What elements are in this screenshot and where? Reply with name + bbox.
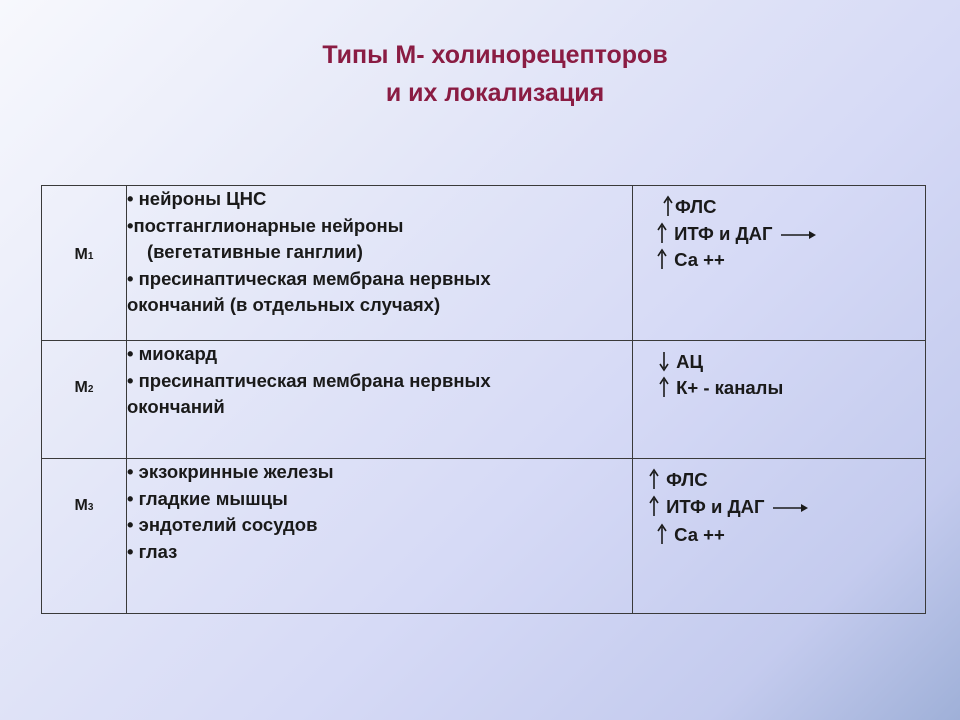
effect-text: Са ++ xyxy=(669,524,725,545)
arrow-up-icon xyxy=(647,468,661,490)
receptor-type: М xyxy=(74,497,88,514)
receptor-type: М xyxy=(74,379,88,396)
list-item: • миокард xyxy=(127,343,218,364)
list-item: • пресинаптическая мембрана нервных xyxy=(127,369,491,391)
list-item: • нейроны ЦНС xyxy=(127,188,267,209)
title-line-1: Типы М- холинорецепторов xyxy=(322,41,668,69)
effect-text: ИТФ и ДАГ xyxy=(669,223,773,244)
localization-cell xyxy=(127,341,633,459)
arrow-right-icon xyxy=(773,502,809,514)
effect-item xyxy=(657,349,703,375)
table-row xyxy=(42,186,926,341)
effect-text: К+ - каналы xyxy=(671,377,784,398)
receptor-type-cell xyxy=(42,186,127,341)
arrow-up-icon xyxy=(655,248,669,270)
effect-text: АЦ xyxy=(671,351,704,372)
arrow-up-icon xyxy=(661,195,675,217)
receptor-type-cell xyxy=(42,459,127,614)
arrow-up-icon xyxy=(655,523,669,545)
effect-item xyxy=(655,247,725,273)
list-item: окончаний (в отдельных случаях) xyxy=(127,294,441,315)
effect-item xyxy=(647,467,708,493)
arrow-up-icon xyxy=(655,222,669,244)
list-item: • глаз xyxy=(127,540,178,562)
effect-text: ФЛС xyxy=(675,196,717,217)
receptor-table xyxy=(41,185,926,614)
list-item: (вегетативные ганглии) xyxy=(147,241,363,262)
list-item: • эндотелий сосудов xyxy=(127,514,318,535)
list-item: • пресинаптическая мембрана нервных xyxy=(127,267,491,289)
localization-cell xyxy=(127,186,633,341)
list-item: • экзокринные железы xyxy=(127,461,334,482)
effect-item xyxy=(657,375,783,401)
receptor-type: М xyxy=(74,246,88,263)
effect-item xyxy=(647,494,809,520)
list-item: окончаний xyxy=(127,396,225,417)
effect-text: ФЛС xyxy=(661,469,708,490)
localization-cell xyxy=(127,459,633,614)
effect-text: Са ++ xyxy=(669,249,725,270)
arrow-up-icon xyxy=(657,376,671,398)
effect-item xyxy=(655,221,817,247)
effects-cell xyxy=(633,341,926,459)
receptor-subscript: 3 xyxy=(87,502,94,513)
arrow-right-icon xyxy=(781,229,817,241)
receptor-subscript: 2 xyxy=(87,384,94,395)
list-item: •постганглионарные нейроны xyxy=(127,214,404,236)
effects-cell xyxy=(633,459,926,614)
effect-item xyxy=(661,194,716,220)
slide-title xyxy=(0,36,960,112)
arrow-up-icon xyxy=(647,495,661,517)
effect-item xyxy=(655,522,725,548)
effect-text: ИТФ и ДАГ xyxy=(661,496,765,517)
receptor-subscript: 1 xyxy=(87,251,94,262)
table-row xyxy=(42,459,926,614)
list-item: • гладкие мышцы xyxy=(127,487,288,509)
arrow-down-icon xyxy=(657,350,671,372)
effects-cell xyxy=(633,186,926,341)
table-row xyxy=(42,341,926,459)
title-line-2: и их локализация xyxy=(385,79,605,107)
receptor-type-cell xyxy=(42,341,127,459)
